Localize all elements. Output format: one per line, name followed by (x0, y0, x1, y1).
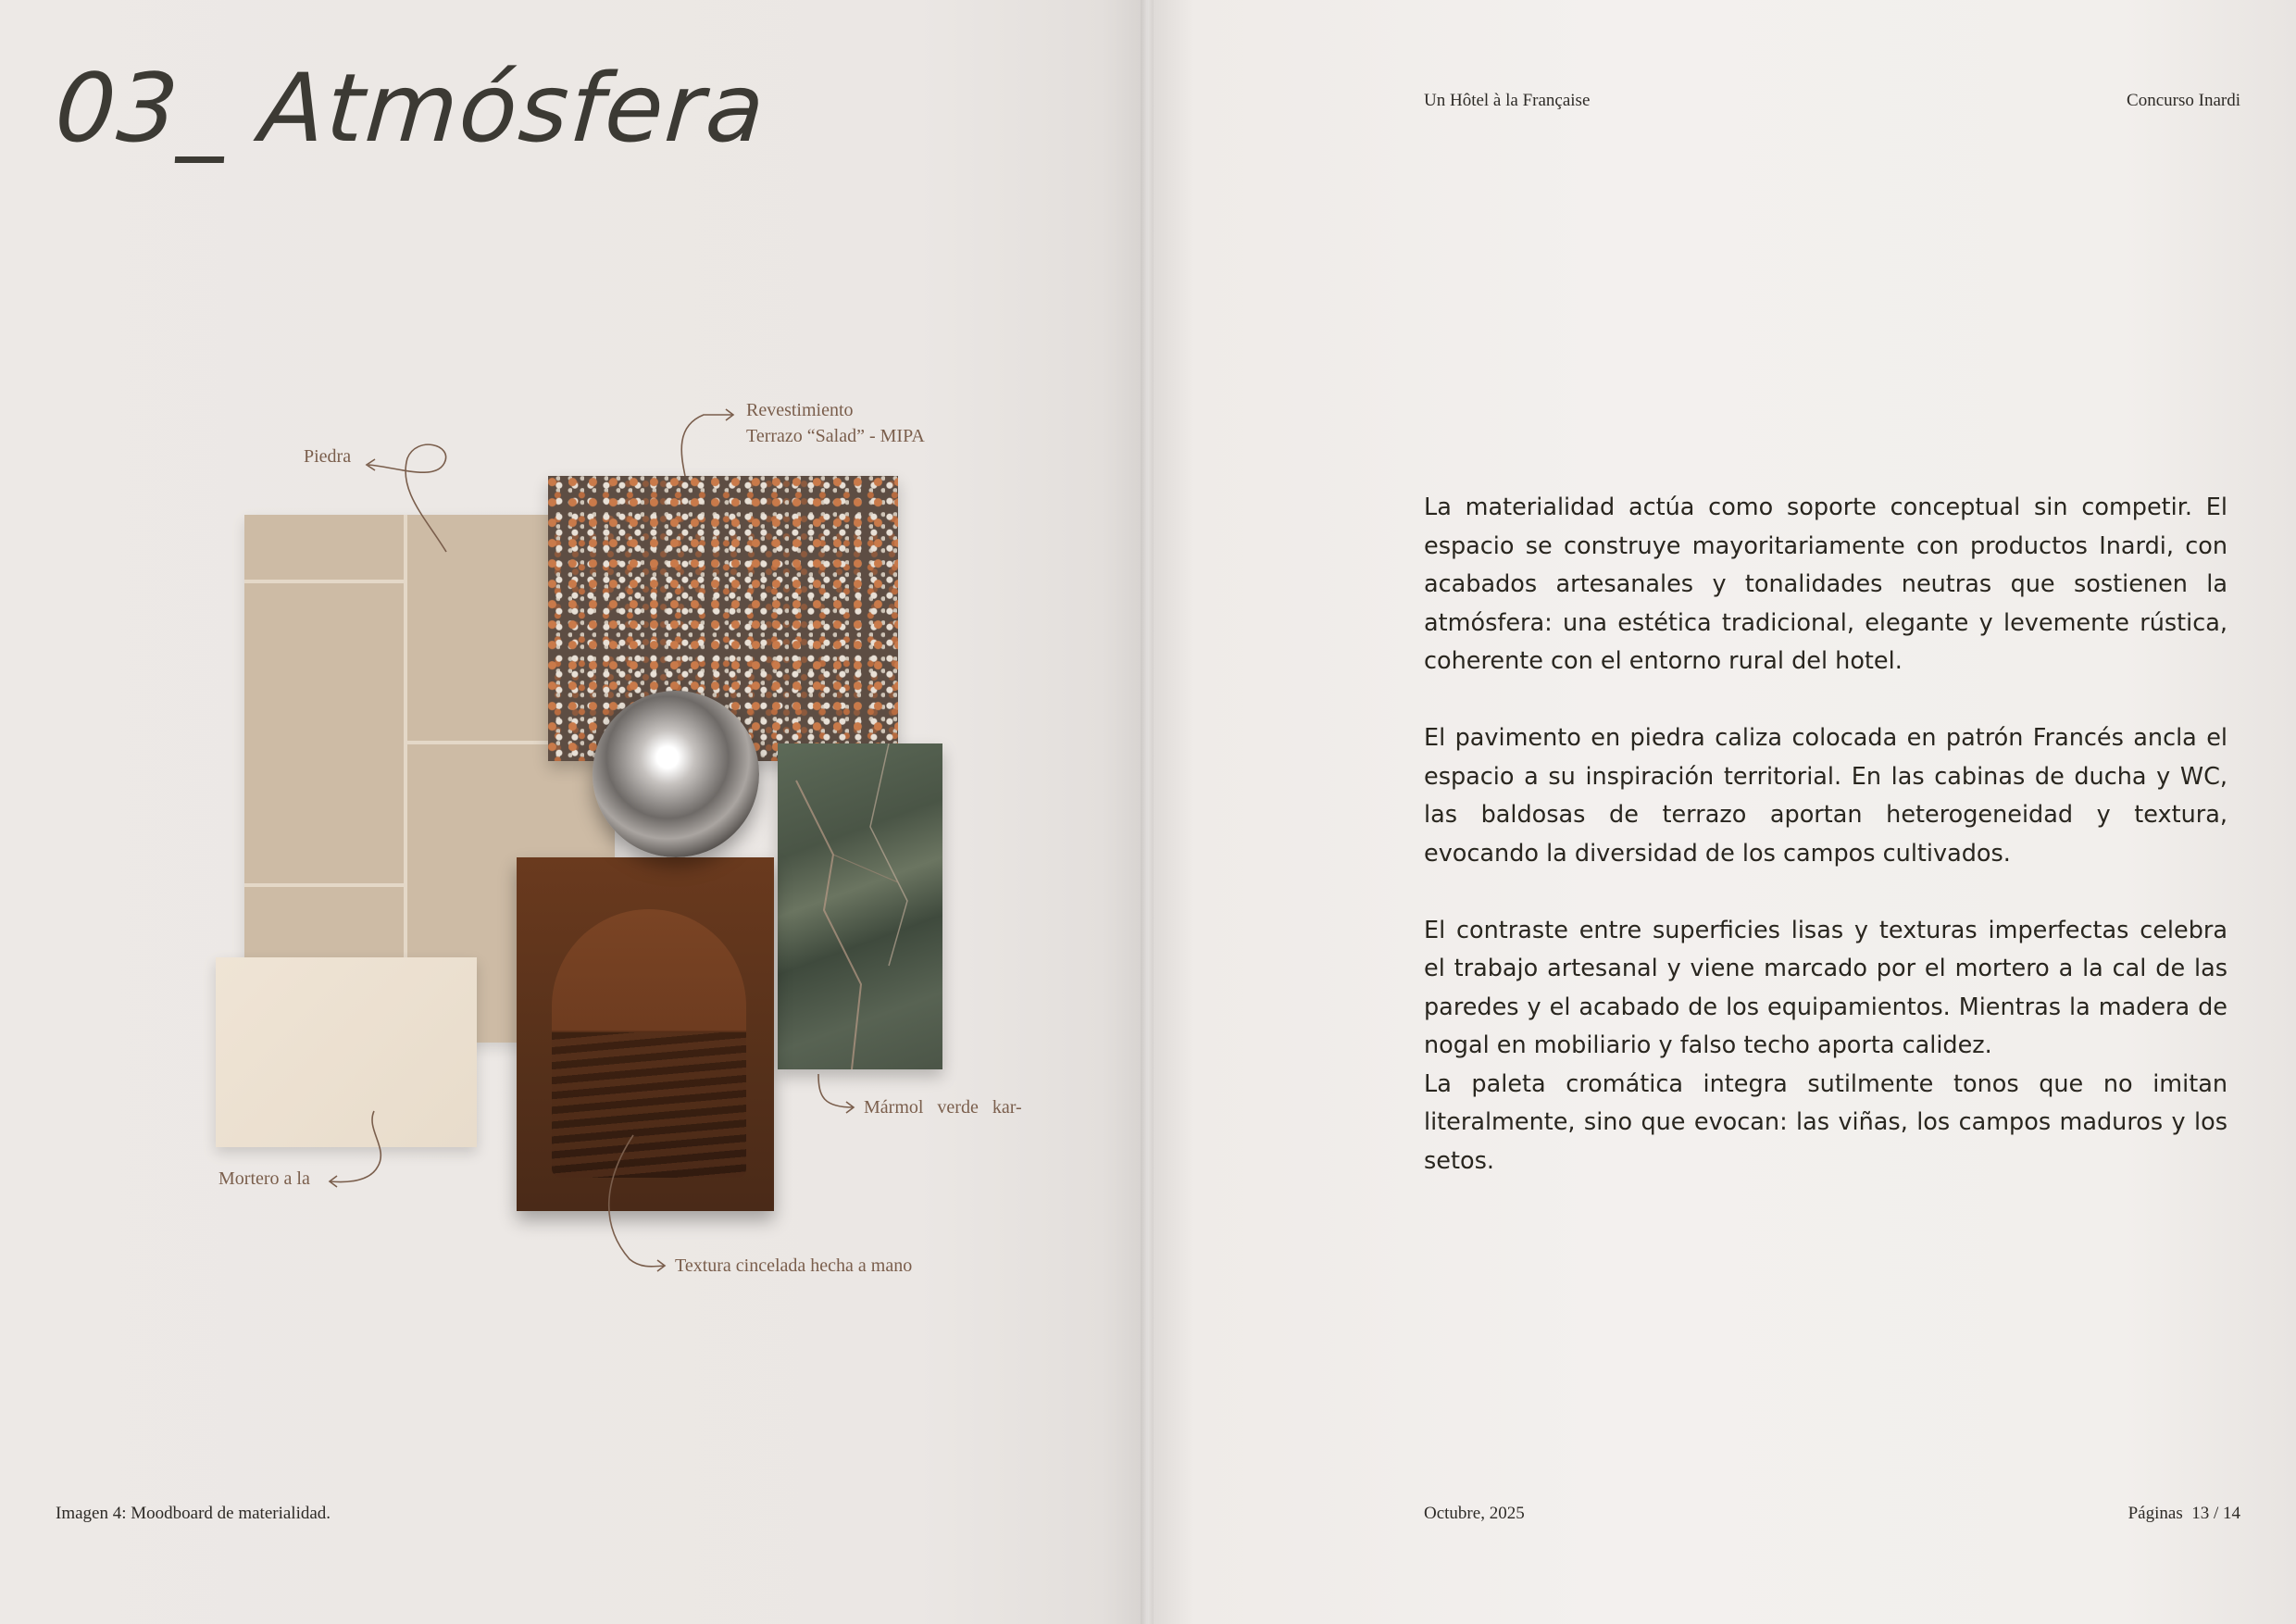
paragraph: El contraste entre superficies lisas y texturas imperfectas celebra el trabajo artesanal y viene marcado por el mortero a la cal de las paredes y el acabado de los equipamientos. Mientras la madera de nogal en mobiliario y falso techo aporta calidez. (1424, 916, 2227, 1059)
paragraph: La materialidad actúa como soporte conceptual sin competir. El espacio se construye mayoritariamente con productos Inardi, con acabados artesanales y tonalidades neutras que sostienen la atmósfera: una estética tradicional, elegante y levemente rústica, coherente con el entorno rural del hotel. (1424, 493, 2227, 675)
green-marble-sample (778, 743, 942, 1069)
annotation-textura: Textura cincelada hecha a mano (675, 1255, 913, 1276)
mortar-sample (216, 957, 477, 1147)
book-fold (1141, 0, 1154, 1624)
image-caption: Imagen 4: Moodboard de materialidad. (56, 1504, 331, 1523)
header-competition: Concurso Inardi (2127, 91, 2240, 110)
annotation-revestimiento-line1: Revestimiento (746, 400, 854, 420)
annotation-marmol: Mármol verde kar- (864, 1097, 1022, 1118)
paragraph: La paleta cromática integra sutilmente tonos que no imitan literalmente, sino que evocan: las viñas, los campos maduros y los setos. (1424, 1069, 2227, 1175)
body-text (1424, 489, 2227, 1219)
annotation-revestimiento-line2: Terrazo “Salad” - MIPA (746, 426, 925, 446)
metal-sphere (593, 691, 759, 857)
footer-page-number: Páginas 13 / 14 (2128, 1504, 2240, 1523)
paragraph: El pavimento en piedra caliza colocada en patrón Francés ancla el espacio a su inspiración territorial. En las cabinas de ducha y WC, las baldosas de terrazo aportan heterogeneidad y textura, evocando la diversidad de los campos cultivados. (1424, 724, 2227, 868)
walnut-wood-sample (517, 857, 774, 1211)
page-title: 03_ Atmósfera (51, 54, 770, 164)
header-project-title: Un Hôtel à la Française (1424, 91, 1591, 110)
footer-date: Octubre, 2025 (1424, 1504, 1525, 1523)
annotation-piedra: Piedra (304, 446, 352, 467)
chiseled-texture-sample (552, 909, 746, 1178)
annotation-mortero: Mortero a la (218, 1168, 310, 1189)
